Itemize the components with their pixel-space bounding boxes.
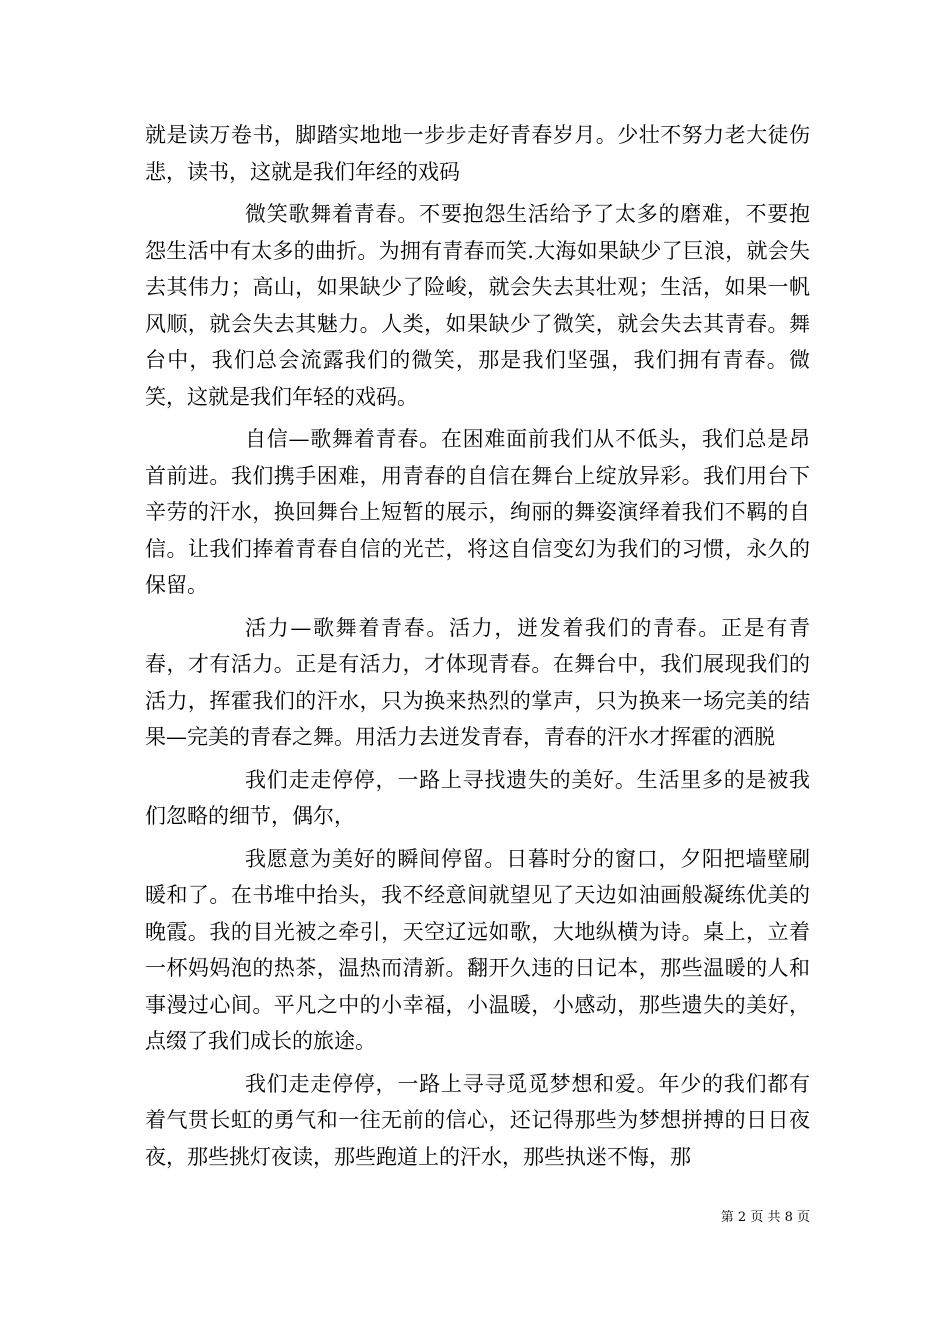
paragraph: 微笑歌舞着青春。不要抱怨生活给予了太多的磨难，不要抱怨生活中有太多的曲折。为拥有青春而笑.大海如果缺少了巨浪，就会失去其伟力；高山，如果缺少了险峻，就会失去其壮观；生活，如果一帆风顺，就会失去其魅力。人类，如果缺少了微笑，就会失去其青春。舞台中，我们总会流露我们的微笑，那是我们坚强，我们拥有青春。微笑，这就是我们年轻的戏码。 [145,202,810,409]
paragraph: 我们走走停停，一路上寻寻觅觅梦想和爱。年少的我们都有着气贯长虹的勇气和一往无前的信心，还记得那些为梦想拼搏的日日夜夜，那些挑灯夜读，那些跑道上的汗水，那些执迷不悔，那 [145,1071,810,1169]
paragraph: 自信—歌舞着青春。在困难面前我们从不低头，我们总是昂首前进。我们携手困难，用青春的自信在舞台上绽放异彩。我们用台下辛劳的汗水，换回舞台上短暂的展示，绚丽的舞姿演绎着我们不羁的自信。让我们捧着青春自信的光芒，将这自信变幻为我们的习惯，永久的保留。 [145,427,810,597]
paragraph: 我们走走停停，一路上寻找遗失的美好。生活里多的是被我们忽略的细节，偶尔， [145,767,810,828]
body-text [145,117,810,1181]
paragraph: 就是读万卷书，脚踏实地地一步步走好青春岁月。少壮不努力老大徒伤悲，读书，这就是我们年经的戏码 [145,123,810,184]
paragraph: 我愿意为美好的瞬间停留。日暮时分的窗口，夕阳把墙壁刷暖和了。在书堆中抬头，我不经意间就望见了天边如油画般凝练优美的晚霞。我的目光被之牵引，天空辽远如歌，大地纵横为诗。桌上，立着一杯妈妈泡的热茶，温热而清新。翻开久违的日记本，那些温暖的人和事漫过心间。平凡之中的小幸福，小温暖，小感动，那些遗失的美好，点缀了我们成长的旅途。 [145,846,810,1053]
paragraph: 活力—歌舞着青春。活力，迸发着我们的青春。正是有青春，才有活力。正是有活力，才体现青春。在舞台中，我们展现我们的活力，挥霍我们的汗水，只为换来热烈的掌声，只为换来一场完美的结果—完美的青春之舞。用活力去迸发青春，青春的汗水才挥霍的洒脱 [145,615,810,749]
page-number: 第 2 页 共 8 页 [720,1210,810,1225]
